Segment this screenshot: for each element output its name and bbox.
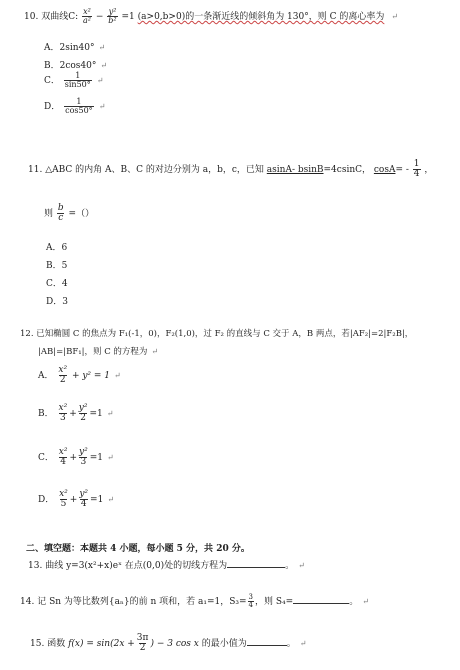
q12-option-b: B． $\frac{\text{x²}}{3}$ + $\frac{\text{y²}}{2}$ =1 ↵ — [38, 403, 114, 423]
q15-answer-blank[interactable] — [247, 637, 287, 646]
q10-option-c: C． $\frac{1}{\sin 50^\circ}$ ↵ — [44, 71, 104, 89]
q12-option-a: A． $\frac{\text{x²}}{2}$ + y² = 1 ↵ — [38, 365, 121, 385]
q10-option-b: B．2cos40° ↵ — [44, 61, 108, 71]
q14-stem: 14. 记 Sn 为等比数列{aₙ}的前 n 项和，若 a₁=1，S₃= $\frac{3}{4}$ ，则 S₄= 。 ↵ — [20, 593, 369, 609]
q15-stem: 15. 函数 f(x) = sin(2x + $\frac{3\pi}{2}$ ) − 3 cos x 的最小值为 。 ↵ — [30, 633, 307, 653]
q10-curve: C: — [68, 12, 79, 22]
q14-answer-blank[interactable] — [293, 595, 349, 604]
q13-stem: 13. 曲线 y=3(x²+x)eˣ 在点(0,0)处的切线方程为 。 ↵ — [28, 561, 305, 571]
q10-suffix: (a>0,b>0)的一条渐近线的倾斜角为 130°，则 C 的离心率为 — [137, 12, 385, 22]
q11-option-b: B．5 — [46, 261, 68, 271]
q11-option-d: D．3 — [46, 297, 68, 307]
q11-option-a: A．6 — [46, 243, 68, 253]
q10-prefix: 双曲线 — [41, 12, 69, 22]
q13-answer-blank[interactable] — [227, 559, 285, 568]
q10-stem: 10. 双曲线C: $\frac{\text{x²}}{\text{a²}}$ − $\frac{\text{y²}}{\text{b²}}$ =1 (a>0,b>0)的一条渐近线的倾斜角为 130°，则 C 的离心率为 ↵ — [24, 7, 398, 25]
q11-option-c: C．4 — [46, 279, 68, 289]
q11-stem: 11. △ABC 的内角 A、B、C 的对边分别为 a，b，c，已知 asinA- bsinB=4csinC， cosA= - $\frac{1}{4}$ ， — [28, 159, 434, 179]
q10-frac-y: $\frac{\text{y²}}{\text{b²}}$ — [108, 7, 117, 25]
q12-stem-line2: |AB|=|BF₁|，则 C 的方程为 ↵ — [38, 347, 159, 357]
section2-title: 二、填空题：本题共 4 小题，每小题 5 分，共 20 分。 — [26, 544, 250, 554]
q12-option-d: D． $\frac{\text{x²}}{5}$ + $\frac{\text{y²}}{4}$ =1 ↵ — [38, 489, 115, 509]
q12-option-c: C． $\frac{\text{x²}}{4}$ + $\frac{\text{y²}}{3}$ =1 ↵ — [38, 447, 114, 467]
q10-option-a: A．2sin40° ↵ — [44, 43, 106, 53]
q10-frac-x: $\frac{\text{x²}}{\text{a²}}$ — [83, 7, 91, 25]
q10-number: 10. — [24, 12, 39, 22]
q11-ratio: 则 $\frac{b}{c}$ =（） — [44, 203, 95, 223]
q12-stem-line1: 12. 已知椭圆 C 的焦点为 F₁(-1，0)，F₂(1,0)，过 F₂ 的直线与 C 交于 A，B 两点，若|AF₂|=2|F₂B|， — [20, 329, 414, 339]
q10-option-d: D． $\frac{1}{\cos 50^\circ}$ ↵ — [44, 97, 106, 115]
